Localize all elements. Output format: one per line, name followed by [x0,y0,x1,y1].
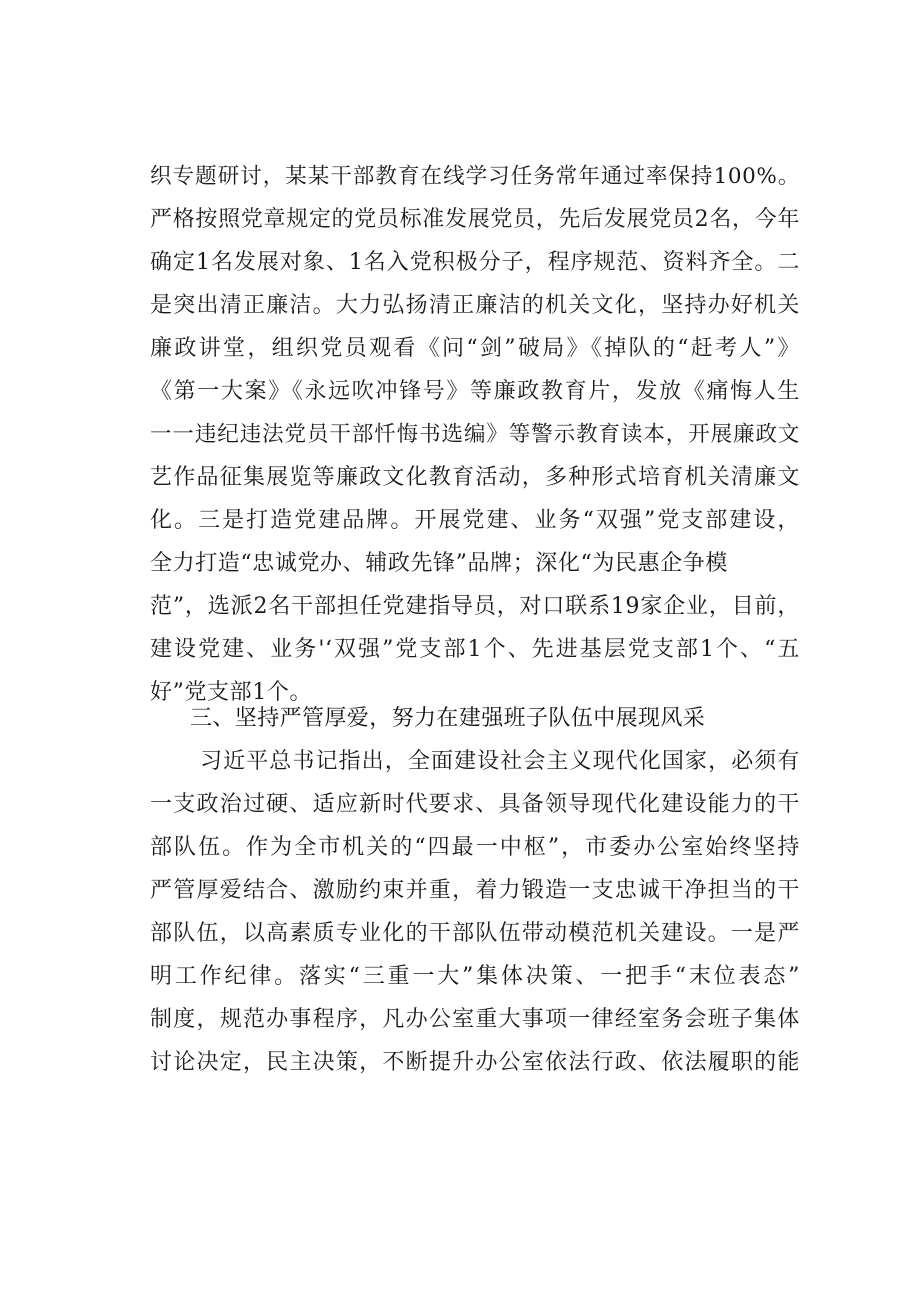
text-line: 廉政讲堂，组织党员观看《问“剑”破局》《掉队的“赶考人”》 [150,336,800,361]
text-line: 一一违纪违法党员干部忏悔书选编》等警示教育读本，开展廉政文 [150,422,800,447]
text-line: 制度，规范办事程序，凡办公室重大事项一律经室务会班子集体 [150,1007,800,1032]
text-line: 建设党建、业务'‘双强”党支部1个、先进基层党支部1个、“五 [150,637,800,662]
text-line: 化。三是打造党建品牌。开展党建、业务“双强”党支部建设， [150,508,800,533]
text-line: 部队伍。作为全市机关的“四最一中枢”，市委办公室始终坚持 [150,835,800,860]
text-line: 部队伍，以高素质专业化的干部队伍带动模范机关建设。一是严 [150,921,800,946]
section-heading: 三、坚持严管厚爱，努力在建强班子队伍中展现风采 [190,706,706,731]
text-line: 是突出清正廉洁。大力弘扬清正廉洁的机关文化，坚持办好机关 [150,293,800,318]
text-line: 习近平总书记指出，全面建设社会主义现代化国家，必须有 [200,749,800,774]
text-line: 确定1名发展对象、1名入党积极分子，程序规范、资料齐全。二 [150,250,800,275]
text-line: 一支政治过硬、适应新时代要求、具备领导现代化建设能力的干 [150,792,800,817]
text-line: 织专题研讨，某某干部教育在线学习任务常年通过率保持100%。 [150,164,800,189]
text-line: 范”，选派2名干部担任党建指导员，对口联系19家企业，目前， [150,594,800,619]
text-line: 好”党支部1个。 [150,680,313,705]
text-line: 严格按照党章规定的党员标准发展党员，先后发展党员2名，今年 [150,207,800,232]
text-line: 严管厚爱结合、激励约束并重，着力锻造一支忠诚干净担当的干 [150,878,800,903]
text-line: 艺作品征集展览等廉政文化教育活动，多种形式培育机关清廉文 [150,465,800,490]
text-line: 《第一大案》《永远吹冲锋号》等廉政教育片，发放《痛悔人生 [150,379,800,404]
text-line: 讨论决定，民主决策，不断提升办公室依法行政、依法履职的能 [150,1050,800,1075]
text-line: 明工作纪律。落实“三重一大”集体决策、一把手“末位表态” [150,964,800,989]
text-line: 全力打造“忠诚党办、辅政先锋”品牌；深化“为民惠企争模 [150,551,728,576]
